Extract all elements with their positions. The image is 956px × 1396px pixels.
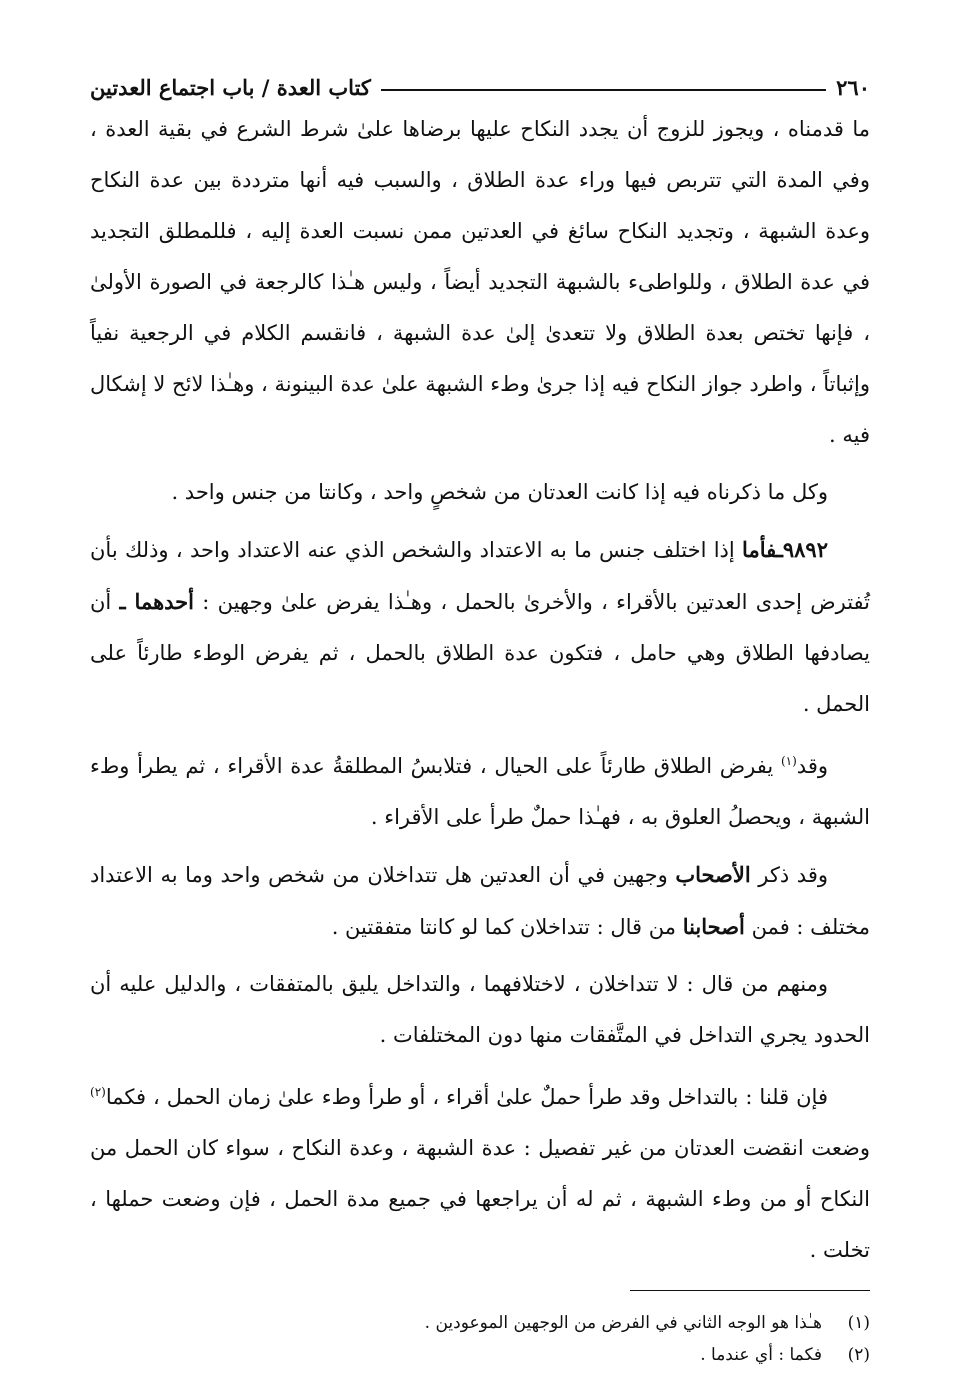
book-page — [90, 70, 870, 1371]
paragraph-3 — [90, 524, 870, 730]
first-case-label: أحدهما ـ — [119, 589, 195, 614]
page-number: ٢٦٠ — [836, 74, 870, 100]
paragraph-3-text-2: أن يصادفها الطلاق وهي حامل ، فتكون عدة الطلاق بالحمل ، ثم يفرض الوطء طارئاً على الحمل . — [90, 590, 870, 716]
header-rule — [381, 89, 826, 91]
footnote-ref-1[interactable]: (١) — [780, 754, 797, 768]
footnote-1 — [90, 1307, 870, 1339]
paragraph-2: وكل ما ذكرناه فيه إذا كانت العدتان من شخصٍ واحد ، وكانتا من جنس واحد . — [171, 480, 828, 504]
footnote-text: هـٰذا هو الوجه الثاني في الفرض من الوجهين الموعودين . — [424, 1313, 822, 1333]
paragraph-1: ما قدمناه ، ويجوز للزوج أن يجدد النكاح عليها برضاها علىٰ شرط الشرع في بقية العدة ، وفي المدة التي تتربص فيها وراء عدة الطلاق ، والسبب فيه أنها مترددة بين عدة النكاح وعدة الشبهة ، وتجديد النكاح سائغ في العدتين ممن نسبت العدة إليه ، فللمطلق التجديد في عدة الطلاق ، وللواطىء بالشبهة التجديد أيضاً ، وليس هـٰذا كالرجعة في الصورة الأولىٰ ، فإنها تختص بعدة الطلاق ولا تتعدىٰ إلىٰ عدة الشبهة ، فانقسم الكلام في الرجعية نفياً وإثباتاً ، واطرد جواز النكاح فيه إذا جرىٰ وطء الشبهة علىٰ عدة البينونة ، وهـٰذا لائح لا إشكال فيه . — [90, 117, 870, 447]
footnote-rule — [630, 1290, 870, 1291]
paragraph-5-end: من قال : تتداخلان كما لو كانتا متفقتين . — [331, 915, 683, 939]
paragraph-7 — [90, 1067, 870, 1276]
footnote-text: فكما : أي عندما . — [700, 1345, 822, 1365]
paragraph-5 — [90, 849, 870, 953]
term-ashab: الأصحاب — [675, 862, 751, 887]
term-ashabuna: أصحابنا — [682, 914, 745, 939]
running-title: كتاب العدة / باب اجتماع العدتين — [90, 74, 371, 100]
paragraph-7-text: وضعت انقضت العدتان من غير تفصيل : عدة الشبهة ، وعدة النكاح ، سواء كان الحمل من النكاح أو من وطء الشبهة ، ثم له أن يراجعها في جميع مدة الحمل ، فإن وضعت حملها ، تخلت . — [90, 1136, 870, 1262]
paragraph-7-lead: فإن قلنا : بالتداخل وقد طرأ حملٌ علىٰ أقراء ، أو طرأ وطء علىٰ زمان الحمل ، فكما — [105, 1085, 828, 1109]
footnote-number: (٢) — [847, 1345, 870, 1365]
paragraph-4 — [90, 736, 870, 843]
issue-number: ٩٨٩٢ـ — [776, 537, 828, 562]
paragraph-5-mid: وجهين في أن العدتين هل تتداخلان من شخص واحد وما به الاعتداد مختلف : فمن — [90, 863, 870, 939]
paragraph-4-lead: وقد — [796, 754, 828, 778]
paragraph-5-lead: وقد ذكر — [750, 863, 828, 887]
lead-word: فأما — [742, 537, 777, 562]
paragraph-6: ومنهم من قال : لا تتداخلان ، لاختلافهما ، والتداخل يليق بالمتفقات ، والدليل عليه أن الحدود يجري التداخل في المتَّفقات منها دون المختلفات . — [90, 972, 870, 1047]
footnote-2 — [90, 1339, 870, 1371]
page-header — [90, 70, 870, 104]
paragraph-3-text: إذا اختلف جنس ما به الاعتداد والشخص الذي عنه الاعتداد واحد ، وذلك بأن تُفترض إحدى العدتين بالأقراء ، والأخرىٰ بالحمل ، وهـٰذا يفرض علىٰ وجهين : — [90, 538, 871, 614]
footnote-number: (١) — [847, 1313, 870, 1333]
paragraph-4-text: يفرض الطلاق طارئاً على الحيال ، فتلابسُ المطلقةُ عدة الأقراء ، ثم يطرأ وطء الشبهة ، ويحصلُ العلوق به ، فهـٰذا حملٌ طرأ على الأقراء . — [90, 754, 870, 829]
footnotes — [90, 1307, 870, 1371]
footnote-ref-2[interactable]: (٢) — [90, 1085, 106, 1099]
